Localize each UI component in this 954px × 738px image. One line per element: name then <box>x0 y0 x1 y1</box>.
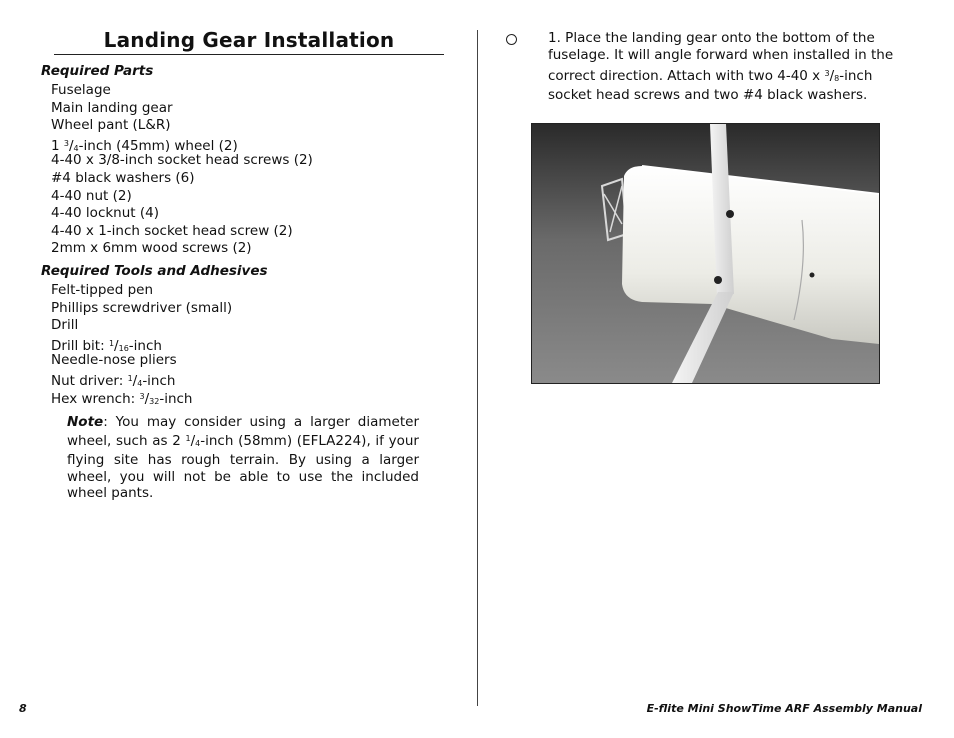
tool-item: Hex wrench: $^3/_{32}$-inch <box>51 390 193 407</box>
part-item: 4-40 locknut (4) <box>51 205 159 222</box>
note-label: Note <box>67 414 104 430</box>
part-item: Wheel pant (L&R) <box>51 117 171 134</box>
tool-item: Drill <box>51 317 79 334</box>
step-text-b: -inch socket head screws and two #4 black washers. <box>548 67 873 104</box>
step-checkbox[interactable] <box>506 34 517 45</box>
socket-head-screw-2 <box>714 276 722 284</box>
step-1-instruction <box>548 30 918 105</box>
note-text-b: -inch (58mm) (EFLA224), if your flying site has rough terrain. By using a larger wheel, you will not be able to use the included wheel pants. <box>67 432 419 501</box>
required-tools-list <box>51 282 232 405</box>
note-paragraph <box>67 414 419 502</box>
landing-gear-photo <box>531 123 880 384</box>
part-item: Fuselage <box>51 82 111 98</box>
tool-item: Nut driver: $^1/_4$-inch <box>51 372 176 389</box>
column-divider <box>477 30 478 706</box>
step-text-a: 1. Place the landing gear onto the bottom of the fuselage. It will angle forward when installed in the correct direction. Attach with two 4-40 x <box>548 30 894 84</box>
required-parts-list <box>51 82 313 258</box>
note-fraction: $^1/_4$ <box>185 432 201 449</box>
part-item: 4-40 nut (2) <box>51 187 132 204</box>
part-item: 2mm x 6mm wood screws (2) <box>51 240 252 257</box>
page-number: 8 <box>19 702 27 715</box>
tool-item: Needle-nose pliers <box>51 352 177 369</box>
part-item: #4 black washers (6) <box>51 169 195 186</box>
step-fraction: $^3/_8$ <box>824 67 840 84</box>
tool-item: Felt-tipped pen <box>51 282 154 298</box>
required-tools-heading: Required Tools and Adhesives <box>41 263 268 279</box>
tool-item: Phillips screwdriver (small) <box>51 299 233 316</box>
required-parts-heading: Required Parts <box>41 63 154 79</box>
note-text-a: : You may consider using a larger diameter wheel, such as 2 <box>67 414 419 449</box>
page-title: Landing Gear Installation <box>103 28 395 52</box>
manual-title: E-flite Mini ShowTime ARF Assembly Manual <box>646 702 922 715</box>
fuselage-hole <box>810 273 815 278</box>
tool-item: Drill bit: $^1/_{16}$-inch <box>51 337 162 354</box>
part-item: 1 $^3/_4$-inch (45mm) wheel (2) <box>51 137 238 154</box>
title-underline <box>54 54 444 55</box>
part-item: Main landing gear <box>51 99 173 116</box>
fuselage-landing-gear-illustration <box>532 124 879 383</box>
part-item: 4-40 x 3/8-inch socket head screws (2) <box>51 152 313 169</box>
socket-head-screw-1 <box>726 210 734 218</box>
part-item: 4-40 x 1-inch socket head screw (2) <box>51 222 293 239</box>
